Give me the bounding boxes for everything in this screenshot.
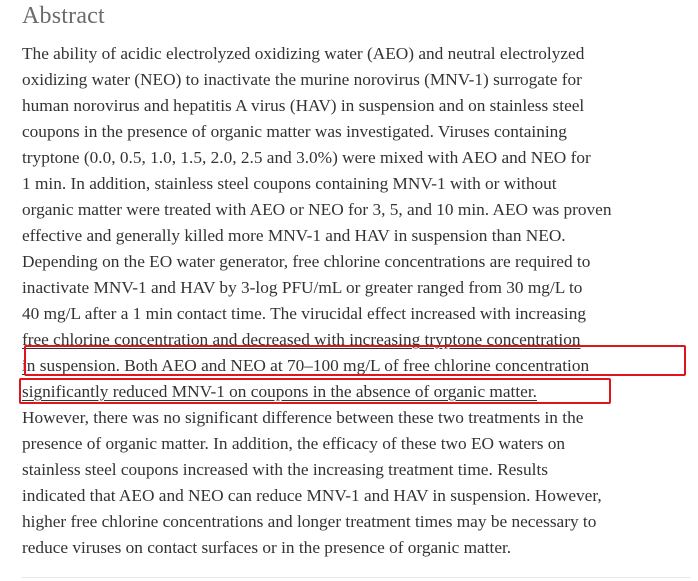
abstract-line-16: presence of organic matter. In addition, the efficacy of these two EO waters on <box>22 434 566 453</box>
highlight-box-1 <box>24 345 686 376</box>
abstract-line-13-highlighted: in suspension. Both AEO and NEO at 70–100 mg/L of free chlorine concentration <box>22 356 590 375</box>
abstract-line-14-highlighted: significantly reduced MNV-1 on coupons in the absence of organic matter. <box>22 382 537 401</box>
abstract-heading: Abstract <box>22 3 105 29</box>
abstract-line-20: reduce viruses on contact surfaces or in the presence of organic matter. <box>22 538 512 557</box>
abstract-line-12: free chlorine concentration and decreased with increasing tryptone concentration <box>22 330 581 349</box>
abstract-line-15: However, there was no significant difference between these two treatments in the <box>22 408 584 427</box>
abstract-line-4: coupons in the presence of organic matter was investigated. Viruses containing <box>22 122 567 141</box>
abstract-line-18: indicated that AEO and NEO can reduce MNV-1 and HAV in suspension. However, <box>22 486 602 505</box>
abstract-line-7: organic matter were treated with AEO or NEO for 3, 5, and 10 min. AEO was proven <box>22 200 612 219</box>
abstract-line-6: 1 min. In addition, stainless steel coupons containing MNV-1 with or without <box>22 174 557 193</box>
abstract-line-2: oxidizing water (NEO) to inactivate the murine norovirus (MNV-1) surrogate for <box>22 70 582 89</box>
abstract-line-8: effective and generally killed more MNV-1 and HAV in suspension than NEO. <box>22 226 566 245</box>
abstract-line-5: tryptone (0.0, 0.5, 1.0, 1.5, 2.0, 2.5 and 3.0%) were mixed with AEO and NEO for <box>22 148 591 167</box>
section-divider <box>22 577 690 578</box>
highlight-box-2 <box>19 378 611 404</box>
abstract-line-1: The ability of acidic electrolyzed oxidizing water (AEO) and neutral electrolyzed <box>22 44 585 63</box>
abstract-body <box>22 41 690 561</box>
abstract-line-19: higher free chlorine concentrations and longer treatment times may be necessary to <box>22 512 597 531</box>
abstract-line-3: human norovirus and hepatitis A virus (HAV) in suspension and on stainless steel <box>22 96 585 115</box>
abstract-line-9: Depending on the EO water generator, free chlorine concentrations are required to <box>22 252 591 271</box>
abstract-line-10: inactivate MNV-1 and HAV by 3-log PFU/mL or greater ranged from 30 mg/L to <box>22 278 583 297</box>
abstract-line-11: 40 mg/L after a 1 min contact time. The virucidal effect increased with increasing <box>22 304 586 323</box>
abstract-line-17: stainless steel coupons increased with the increasing treatment time. Results <box>22 460 548 479</box>
